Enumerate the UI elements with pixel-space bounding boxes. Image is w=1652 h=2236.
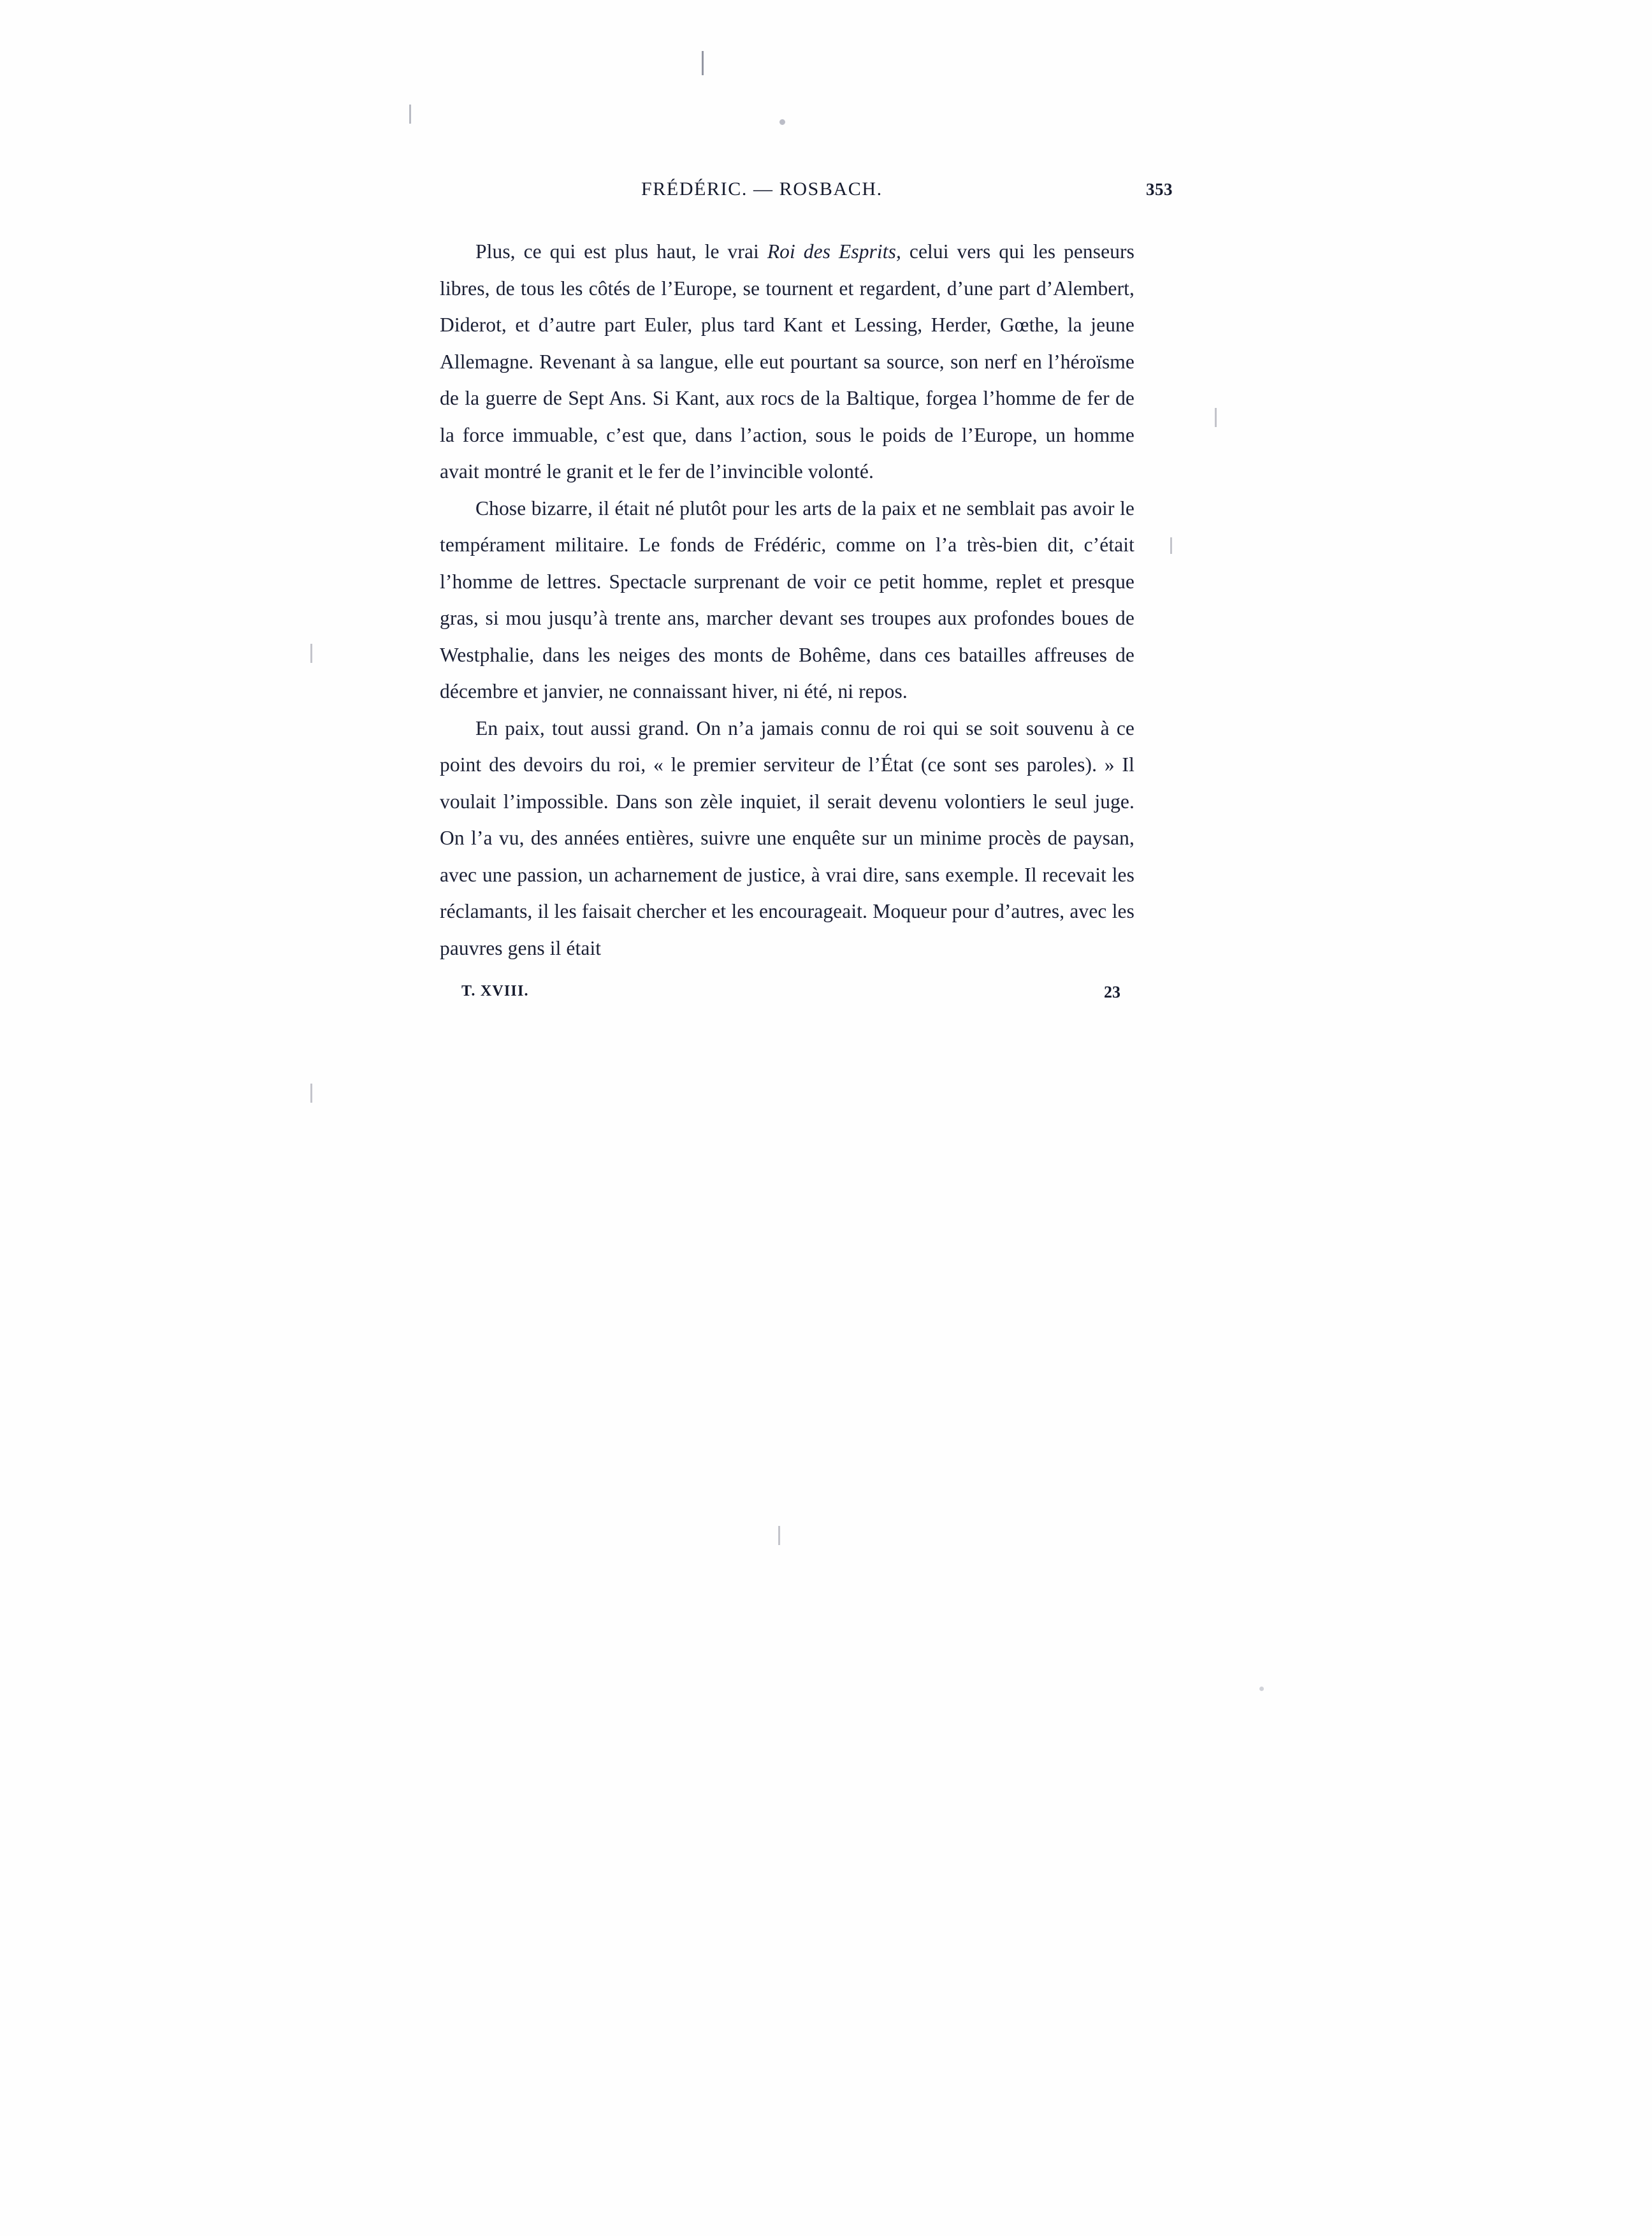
crop-tick-right-upper: [1215, 408, 1217, 427]
paragraph-1: [440, 233, 1134, 490]
crop-tick-left-upper: [310, 644, 312, 663]
crop-tick-top: [702, 51, 704, 75]
signature-mark: T. XVIII.: [461, 983, 529, 999]
scan-speck: [1259, 1687, 1264, 1691]
paragraph-3: En paix, tout aussi grand. On n’a jamais connu de roi qui se soit souvenu à ce point des devoirs du roi, « le premier serviteur de l’État (ce sont ses paroles). » Il voulait l’impossible. Dans son zèle inquiet, il serait devenu volontiers le seul juge. On l’a vu, des années entières, suivre une enquête sur un minime procès de paysan, avec une passion, un acharnement de justice, à vrai dire, sans exemple. Il recevait les réclamants, il les faisait chercher et les encourageait. Moqueur pour d’autres, avec les pauvres gens il était: [440, 716, 1134, 959]
crop-tick-left-lower: [310, 1084, 312, 1103]
page-number: 353: [1146, 180, 1173, 199]
body-text: [440, 233, 1134, 966]
paragraph-1-lead: Plus, ce qui est plus haut, le vrai: [475, 240, 767, 263]
crop-tick-bottom: [778, 1526, 780, 1545]
scan-speck: [779, 119, 785, 125]
footline: [440, 983, 1134, 1013]
crop-tick-right-lower: [1170, 537, 1172, 554]
running-head-title: FRÉDÉRIC. — ROSBACH.: [641, 178, 883, 200]
crop-tick-top-left: [409, 105, 411, 124]
book-title-italic: Roi des Esprits,: [767, 240, 901, 263]
paragraph-2: Chose bizarre, il était né plutôt pour les arts de la paix et ne semblait pas avoir le tempérament militaire. Le fonds de Frédéric, comme on l’a très-bien dit, c’était l’homme de lettres. Spectacle surprenant de voir ce petit homme, replet et presque gras, si mou jusqu’à trente ans, marcher devant ses troupes aux profondes boues de Westphalie, dans les neiges des monts de Bohême, dans ces batailles affreuses de décembre et janvier, ne connaissant hiver, ni été, ni repos.: [440, 497, 1134, 702]
foot-number: 23: [1104, 983, 1120, 1001]
page-content: [440, 178, 1173, 1013]
paragraph-1-rest: celui vers qui les penseurs libres, de tous les côtés de l’Europe, se tournent et regardent, d’une part d’Alembert, Diderot, et d’autre part Euler, plus tard Kant et Lessing, Herder, Gœthe, la jeune Allemagne. Revenant à sa langue, elle eut pourtant sa source, son nerf en l’héroïsme de la guerre de Sept Ans. Si Kant, aux rocs de la Baltique, forgea l’homme de fer de la force immuable, c’est que, dans l’action, sous le poids de l’Europe, un homme avait montré le granit et le fer de l’invincible volonté.: [440, 240, 1134, 483]
running-head: [440, 178, 1173, 217]
